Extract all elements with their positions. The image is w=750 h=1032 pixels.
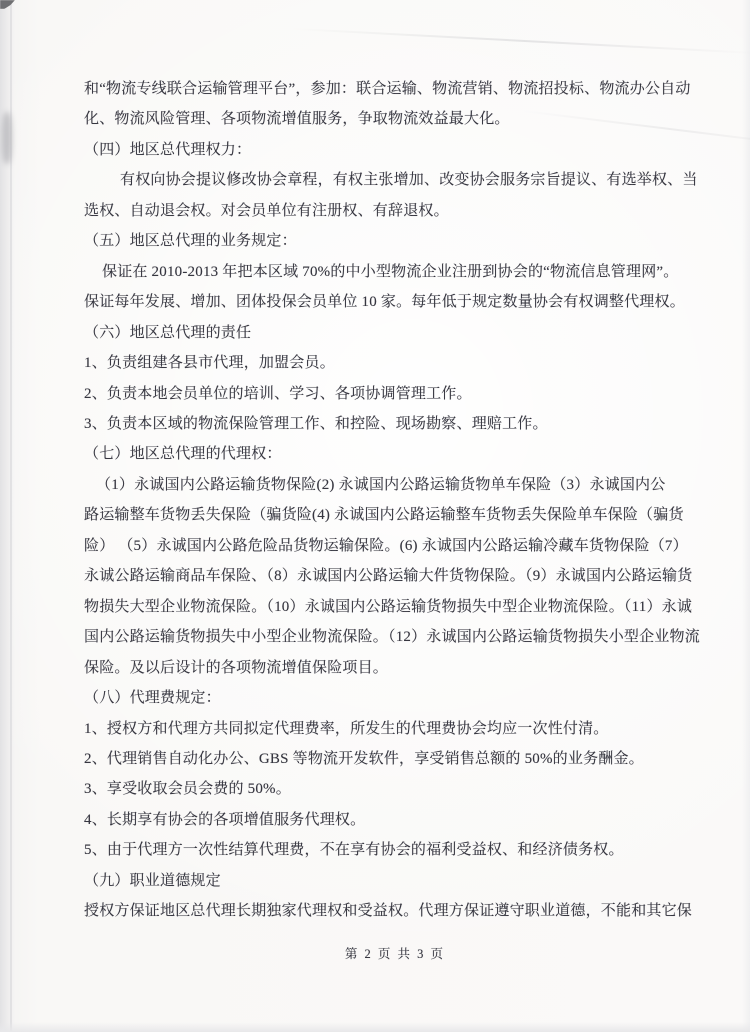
text-line: （1）永诚国内公路运输货物保险(2) 永诚国内公路运输货物单车保险（3）永诚国内公 [96, 476, 666, 493]
text-line: （六）地区总代理的责任 [84, 324, 252, 341]
text-line: 保证每年发展、增加、团体投保会员单位 10 家。每年低于规定数量协会有权调整代理权。 [84, 294, 685, 311]
text-line: 国内公路运输货物损失中小型企业物流保险。（12）永诚国内公路运输货物损失小型企业物流 [84, 629, 700, 646]
text-line: 有权向协会提议修改协会章程，有权主张增加、改变协会服务宗旨提议、有选举权、当 [120, 172, 698, 189]
text-line: 化、物流风险管理、各项物流增值服务，争取物流效益最大化。 [84, 111, 510, 128]
page-number-label: 第 2 页 共 3 页 [344, 947, 446, 961]
text-line: （九）职业道德规定 [84, 872, 221, 889]
text-line: （八）代理费规定： [84, 690, 221, 707]
text-line: 授权方保证地区总代理长期独家代理权和受益权。代理方保证遵守职业道德，不能和其它保 [84, 903, 693, 920]
text-line: 1、负责组建各县市代理，加盟会员。 [84, 355, 335, 372]
text-line: 和“物流专线联合运输管理平台”，参加：联合运输、物流营销、物流招投标、物流办公自动 [84, 81, 691, 97]
text-line: 路运输整车货物丢失保险（骗货险(4) 永诚国内公路运输整车货物丢失保险单车保险（骗货 [84, 507, 684, 524]
text-line: （五）地区总代理的业务规定： [84, 233, 297, 250]
text-line: 3、负责本区域的物流保险管理工作、和控险、现场勘察、理赔工作。 [84, 415, 548, 432]
text-line: 2、代理销售自动化办公、GBS 等物流开发软件，享受销售总额的 50%的业务酬金。 [84, 750, 644, 767]
text-line: 保证在 2010-2013 年把本区域 70%的中小型物流企业注册到协会的“物流信息管理网”。 [102, 263, 679, 280]
text-line: 选权、自动退会权。对会员单位有注册权、有辞退权。 [84, 202, 449, 219]
text-line: 1、授权方和代理方共同拟定代理费率，所发生的代理费协会均应一次性付清。 [84, 720, 609, 737]
text-line: 5、由于代理方一次性结算代理费，不在享有协会的福利受益权、和经济债务权。 [84, 842, 624, 859]
text-line: （七）地区总代理的代理权： [84, 446, 282, 463]
text-line: 保险。及以后设计的各项物流增值保险项目。 [84, 659, 389, 676]
paper-right-edge-shadow [742, 0, 750, 1032]
text-line: 险） （5）永诚国内公路危险品货物运输保险。(6) 永诚国内公路运输冷藏车货物保险（7） [84, 537, 688, 554]
text-line: 4、长期享有协会的各项增值服务代理权。 [84, 811, 366, 828]
page-footer [84, 944, 706, 962]
text-line: （四）地区总代理权力： [84, 141, 252, 158]
text-line: 物损失大型企业物流保险。（10）永诚国内公路运输货物损失中型企业物流保险。（11）永诚 [84, 598, 693, 615]
paper-bottom-edge-shadow [0, 1022, 750, 1032]
text-line: 永诚公路运输商品车保险、（8）永诚国内公路运输大件货物保险。（9）永诚国内公路运输货 [84, 568, 693, 585]
text-line: 3、享受收取会员会费的 50%。 [84, 781, 291, 798]
document-body [84, 74, 706, 927]
text-line: 2、负责本地会员单位的培训、学习、各项协调管理工作。 [84, 385, 472, 402]
scan-smudge [2, 112, 12, 164]
paper-crease [290, 28, 750, 55]
